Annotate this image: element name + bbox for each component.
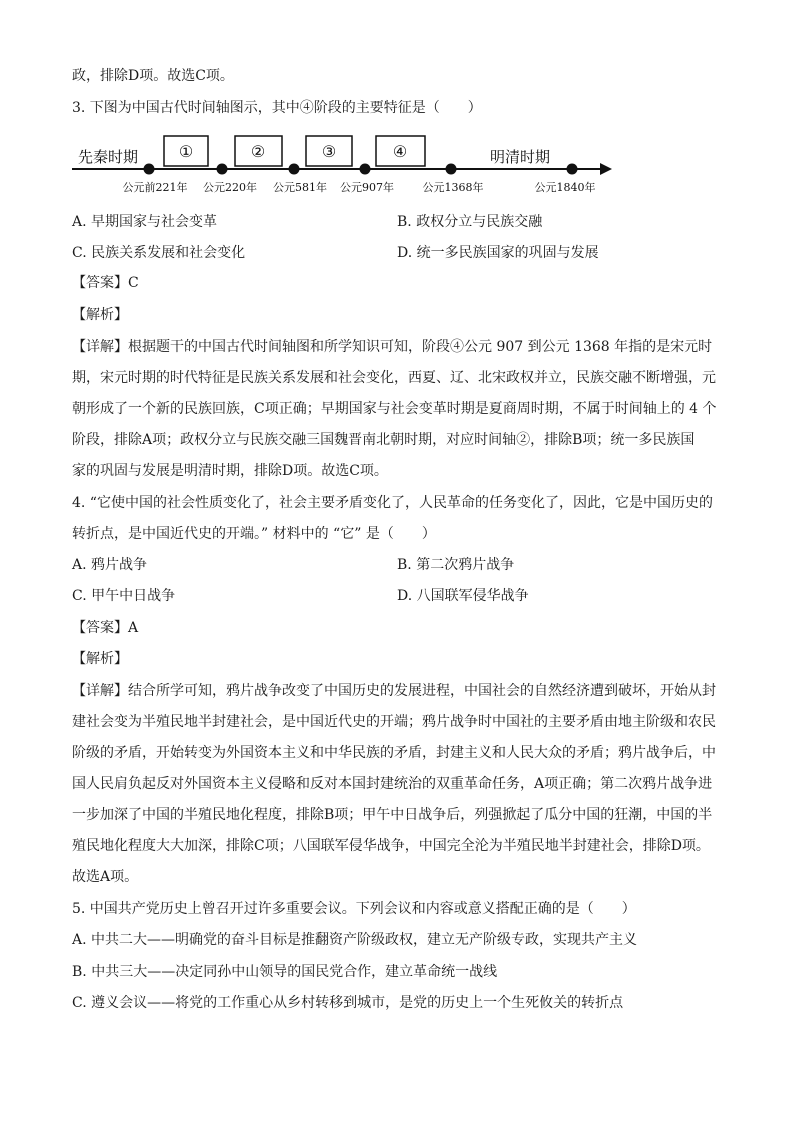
q5-option-a: A. 中共二大——明确党的奋斗目标是推翻资产阶级政权，建立无产阶级专政，实现共产主义 (72, 932, 638, 948)
q3-detail-line-2: 期，宋元时期的时代特征是民族关系发展和社会变化，西夏、辽、北宋政权并立，民族交融不断增强，元 (72, 370, 716, 386)
timeline-dot-1 (144, 164, 155, 175)
q4-detail-line-5: 一步加深了中国的半殖民地化程度，排除B项；甲午中日战争后，列强掀起了瓜分中国的狂潮，中国的半 (72, 807, 713, 823)
q4-option-d: D. 八国联军侵华战争 (397, 588, 529, 604)
q5-option-b: B. 中共三大——决定同孙中山领导的国民党合作，建立革命统一战线 (72, 964, 498, 980)
timeline-figure (72, 132, 617, 197)
question-3-stem: 3. 下图为中国古代时间轴图示，其中④阶段的主要特征是（ ） (72, 100, 482, 116)
stage-box-2 (235, 136, 282, 166)
timeline-dot-6 (567, 164, 578, 175)
q3-option-c: C. 民族关系发展和社会变化 (72, 245, 246, 261)
stage-label-4: ④ (392, 142, 408, 161)
timeline-dot-4 (360, 164, 371, 175)
q3-detail-line-5: 家的巩固与发展是明清时期，排除D项。故选C项。 (72, 463, 388, 479)
timeline-date-3: 公元581年 (273, 181, 327, 194)
text-line: 政，排除D项。故选C项。 (72, 68, 234, 84)
question-4-stem-1: 4. “它使中国的社会性质变化了，社会主要矛盾变化了，人民革命的任务变化了，因此，它是中国历史的 (72, 495, 713, 511)
q4-detail-line-4: 国人民肩负起反对外国资本主义侵略和反对本国封建统治的双重革命任务，A项正确；第二次鸦片战争进 (72, 776, 713, 792)
stage-label-3: ③ (321, 142, 337, 161)
q4-option-c: C. 甲午中日战争 (72, 588, 176, 604)
stage-box-4 (376, 136, 425, 166)
q3-option-d: D. 统一多民族国家的巩固与发展 (397, 245, 599, 261)
question-4-stem-2: 转折点，是中国近代史的开端。” 材料中的 “它” 是（ ） (72, 526, 436, 542)
timeline-date-2: 公元220年 (203, 181, 257, 194)
stage-label-1: ① (178, 142, 194, 161)
q4-analysis-heading: 【解析】 (72, 651, 128, 667)
timeline-left-label: 先秦时期 (78, 148, 139, 166)
q3-option-b: B. 政权分立与民族交融 (397, 214, 543, 230)
q4-detail-line-7: 故选A项。 (72, 869, 139, 885)
timeline-date-1: 公元前221年 (122, 181, 188, 194)
q4-detail-line-6: 殖民地化程度大大加深，排除C项；八国联军侵华战争，中国完全沦为半殖民地半封建社会，排除D项。 (72, 838, 710, 854)
timeline-date-6: 公元1840年 (534, 181, 596, 194)
q5-option-c: C. 遵义会议——将党的工作重心从乡村转移到城市，是党的历史上一个生死攸关的转折点 (72, 995, 624, 1011)
stage-label-2: ② (250, 142, 266, 161)
stage-box-1 (164, 136, 208, 166)
q3-answer: 【答案】C (72, 275, 139, 291)
q4-detail-line-2: 建社会变为半殖民地半封建社会，是中国近代史的开端；鸦片战争时中国社的主要矛盾由地主阶级和农民 (72, 714, 716, 730)
timeline-dot-3 (289, 164, 300, 175)
timeline-arrow-head (600, 163, 612, 175)
timeline-dot-5 (446, 164, 457, 175)
timeline-date-4: 公元907年 (340, 181, 394, 194)
q3-detail-line-3: 朝形成了一个新的民族回族，C项正确；早期国家与社会变革时期是夏商周时期，不属于时间轴上的 4 个 (72, 401, 717, 417)
timeline-right-label: 明清时期 (490, 148, 551, 166)
timeline-dot-2 (217, 164, 228, 175)
q4-option-a: A. 鸦片战争 (72, 557, 148, 573)
q4-detail-line-1: 【详解】结合所学可知，鸦片战争改变了中国历史的发展进程，中国社会的自然经济遭到破坏，开始从封 (72, 683, 716, 699)
q4-option-b: B. 第二次鸦片战争 (397, 557, 515, 573)
q3-option-a: A. 早期国家与社会变革 (72, 214, 218, 230)
question-5-stem: 5. 中国共产党历史上曾召开过许多重要会议。下列会议和内容或意义搭配正确的是（ ） (72, 901, 636, 917)
q3-detail-line-4: 阶段，排除A项；政权分立与民族交融三国魏晋南北朝时期，对应时间轴②，排除B项；统一多民族国 (72, 432, 695, 448)
q3-analysis-heading: 【解析】 (72, 307, 128, 323)
q4-detail-line-3: 阶级的矛盾，开始转变为外国资本主义和中华民族的矛盾，封建主义和人民大众的矛盾；鸦片战争后，中 (72, 745, 716, 761)
timeline-date-5: 公元1368年 (422, 181, 484, 194)
q3-detail-line-1: 【详解】根据题干的中国古代时间轴图和所学知识可知，阶段④公元 907 到公元 1368 年指的是宋元时 (72, 339, 713, 355)
q4-answer: 【答案】A (72, 620, 139, 636)
stage-box-3 (306, 136, 352, 166)
